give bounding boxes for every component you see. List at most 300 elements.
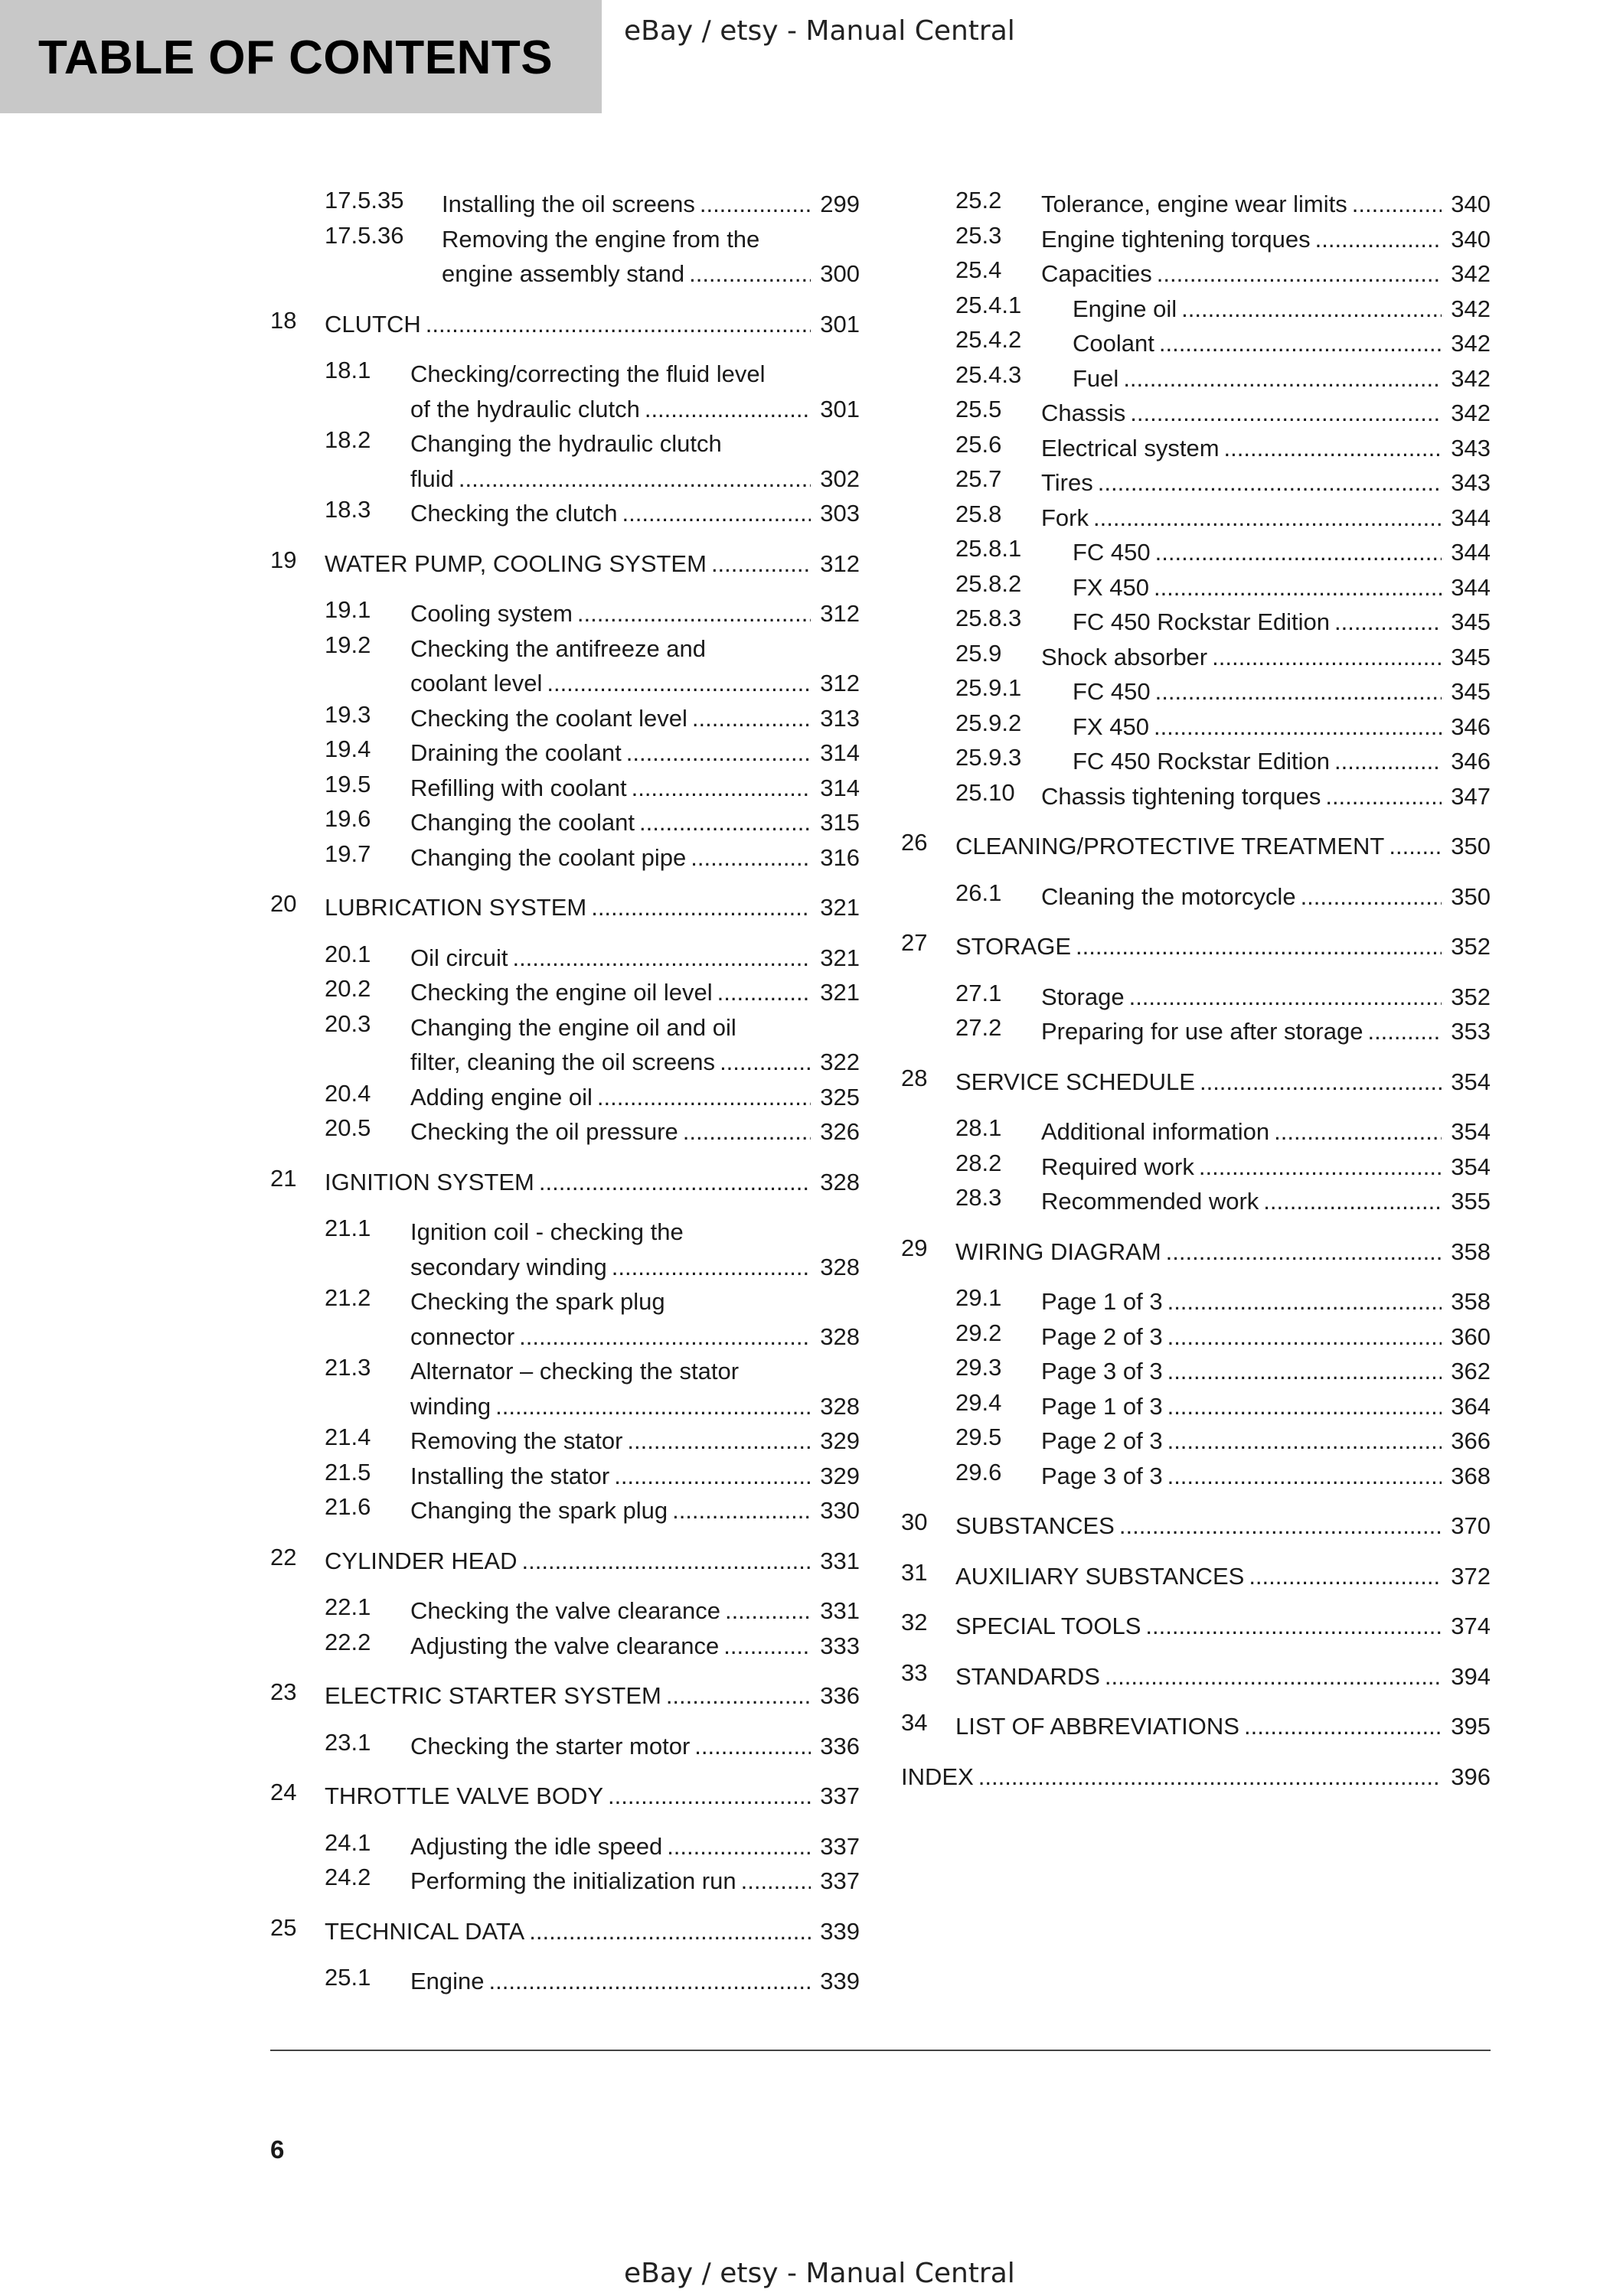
toc-entry-title: Engine — [410, 1968, 485, 1994]
toc-entry[interactable] — [901, 980, 1491, 1015]
toc-entry-title: Recommended work — [1041, 1188, 1259, 1215]
toc-entry-number: 19.7 — [325, 840, 371, 867]
toc-entry-title: fluid — [410, 465, 454, 492]
toc-entry-number: 28.1 — [955, 1114, 1002, 1141]
toc-entry-number: 29.6 — [955, 1458, 1002, 1486]
toc-entry-title: Chassis — [1041, 400, 1126, 426]
toc-entry[interactable] — [901, 396, 1491, 431]
toc-entry[interactable] — [901, 187, 1491, 222]
toc-entry-title: Fork — [1041, 504, 1089, 531]
toc-entry-title: Checking the spark plug — [410, 1288, 665, 1315]
toc-entry-title: Oil circuit — [410, 944, 508, 971]
toc-entry[interactable] — [270, 1593, 860, 1629]
toc-entry[interactable] — [270, 805, 860, 840]
dot-leader — [512, 941, 811, 976]
toc-entry-number: 18.1 — [325, 357, 371, 383]
toc-entry-title: FC 450 — [1073, 678, 1151, 705]
toc-entry-title: Refilling with coolant — [410, 774, 627, 801]
toc-entry[interactable] — [270, 701, 860, 736]
toc-entry-number: 17.5.35 — [325, 187, 404, 214]
toc-entry[interactable] — [270, 1010, 860, 1080]
dot-leader — [1155, 674, 1442, 709]
toc-entry-page: 366 — [1451, 1427, 1491, 1454]
toc-entry[interactable] — [270, 1354, 860, 1424]
dot-leader — [1154, 570, 1442, 605]
toc-entry[interactable] — [901, 256, 1491, 292]
toc-entry[interactable] — [270, 890, 860, 925]
toc-entry-page: 342 — [1451, 260, 1491, 287]
toc-entry-page: 321 — [820, 894, 860, 921]
toc-entry-page: 337 — [820, 1867, 860, 1894]
dot-leader — [1166, 1234, 1442, 1270]
toc-entry-number: 28.3 — [955, 1184, 1002, 1211]
dot-leader — [1129, 980, 1442, 1015]
toc-entry-page: 372 — [1451, 1562, 1491, 1590]
toc-entry[interactable] — [901, 1114, 1491, 1150]
toc-entry-title: Page 1 of 3 — [1041, 1288, 1163, 1315]
toc-entry-title: THROTTLE VALVE BODY — [325, 1782, 604, 1809]
dot-leader — [1212, 640, 1442, 675]
dot-leader — [1167, 1459, 1442, 1494]
toc-entry-title: Required work — [1041, 1153, 1194, 1180]
toc-entry-page: 344 — [1451, 539, 1491, 566]
toc-entry[interactable] — [901, 570, 1491, 605]
toc-entry-number: 27.1 — [955, 979, 1002, 1006]
dot-leader — [1315, 222, 1442, 257]
toc-entry-page: 352 — [1451, 933, 1491, 960]
toc-entry[interactable] — [270, 426, 860, 496]
toc-entry[interactable] — [901, 744, 1491, 779]
toc-entry-number: 25.9.3 — [955, 744, 1022, 771]
toc-entry-page: 312 — [820, 550, 860, 577]
toc-entry-title: FC 450 Rockstar Edition — [1073, 748, 1330, 775]
toc-entry-page: 370 — [1451, 1512, 1491, 1539]
dot-leader — [1167, 1389, 1442, 1424]
toc-entry-page: 395 — [1451, 1713, 1491, 1740]
toc-entry-title: Performing the initialization run — [410, 1867, 736, 1894]
toc-entry-title: Shock absorber — [1041, 643, 1208, 670]
toc-entry-number: 34 — [901, 1709, 928, 1736]
dot-leader — [622, 496, 811, 531]
dot-leader — [522, 1544, 812, 1579]
toc-entry[interactable] — [270, 1284, 860, 1354]
toc-entry[interactable] — [901, 1559, 1491, 1594]
toc-entry-title: Storage — [1041, 983, 1125, 1010]
toc-entry[interactable] — [901, 1659, 1491, 1694]
toc-entry-title: SERVICE SCHEDULE — [955, 1068, 1195, 1095]
toc-entry[interactable] — [901, 1319, 1491, 1355]
toc-entry-number: 25.9 — [955, 639, 1002, 667]
toc-entry[interactable] — [901, 501, 1491, 536]
toc-entry-title: Changing the engine oil and oil — [410, 1013, 736, 1041]
toc-entry-number: 25.9.1 — [955, 674, 1022, 701]
toc-entry[interactable] — [901, 1234, 1491, 1270]
dot-leader — [711, 546, 811, 582]
toc-entry-page: 331 — [820, 1597, 860, 1624]
toc-entry-title: Page 3 of 3 — [1041, 1462, 1163, 1489]
toc-entry-title: Checking the coolant level — [410, 704, 687, 732]
toc-entry[interactable] — [901, 1065, 1491, 1100]
toc-entry[interactable] — [901, 292, 1491, 327]
toc-entry[interactable] — [270, 1678, 860, 1714]
toc-entry[interactable] — [901, 879, 1491, 915]
dot-leader — [723, 1629, 811, 1664]
dot-leader — [459, 461, 811, 497]
toc-entry-title: WIRING DIAGRAM — [955, 1238, 1161, 1265]
toc-entry-page: 333 — [820, 1632, 860, 1659]
toc-entry-page: 346 — [1451, 748, 1491, 775]
dot-leader — [1352, 187, 1442, 222]
toc-entry-number: 22.1 — [325, 1593, 371, 1620]
toc-entry[interactable] — [901, 1508, 1491, 1544]
dot-leader — [667, 1829, 811, 1864]
toc-entry[interactable] — [270, 496, 860, 531]
header-banner — [0, 0, 602, 113]
dot-leader — [1076, 929, 1442, 964]
toc-entry[interactable] — [901, 1459, 1491, 1494]
toc-entry[interactable] — [270, 1779, 860, 1814]
toc-entry[interactable] — [270, 1424, 860, 1459]
dot-leader — [1367, 1014, 1442, 1049]
dot-leader — [689, 256, 811, 292]
dot-leader — [577, 596, 811, 631]
toc-entry[interactable] — [901, 465, 1491, 501]
toc-entry-title: Cooling system — [410, 600, 573, 627]
dot-leader — [1200, 1065, 1442, 1100]
toc-entry-title: Installing the stator — [410, 1462, 610, 1489]
toc-entry-number: 25.9.2 — [955, 709, 1022, 736]
toc-entry-page: 321 — [820, 979, 860, 1006]
toc-entry-title: of the hydraulic clutch — [410, 395, 640, 422]
toc-entry-title: Ignition coil - checking the — [410, 1218, 684, 1245]
toc-entry-title: Adjusting the valve clearance — [410, 1632, 720, 1659]
toc-entry-number: 26 — [901, 829, 928, 856]
toc-entry-number: 18.3 — [325, 496, 371, 523]
toc-entry-title: LUBRICATION SYSTEM — [325, 894, 587, 921]
toc-entry-number: 25.10 — [955, 778, 1015, 806]
dot-leader — [720, 1045, 811, 1080]
toc-entry[interactable] — [270, 1729, 860, 1764]
dot-leader — [1167, 1354, 1442, 1389]
toc-entry-page: 364 — [1451, 1392, 1491, 1420]
toc-entry[interactable] — [901, 1150, 1491, 1185]
toc-entry[interactable] — [901, 361, 1491, 396]
toc-entry-page: 354 — [1451, 1153, 1491, 1180]
toc-entry-number: 22 — [270, 1543, 297, 1570]
dot-leader — [1249, 1559, 1442, 1594]
toc-entry-title: Alternator – checking the stator — [410, 1358, 740, 1384]
dot-leader — [672, 1493, 811, 1528]
dot-leader — [612, 1250, 811, 1285]
toc-entry[interactable] — [901, 535, 1491, 570]
toc-entry-title: Adjusting the idle speed — [410, 1832, 663, 1860]
toc-entry[interactable] — [270, 1544, 860, 1579]
toc-entry-title: secondary winding — [410, 1253, 607, 1280]
toc-entry-page: 330 — [820, 1497, 860, 1524]
toc-entry-number: 25.4.2 — [955, 326, 1022, 353]
toc-entry-page: 312 — [820, 670, 860, 696]
toc-entry[interactable] — [270, 307, 860, 342]
toc-entry-title: Coolant — [1073, 330, 1154, 357]
toc-entry-number: 25.1 — [325, 1964, 371, 1991]
toc-entry[interactable] — [901, 431, 1491, 466]
dot-leader — [725, 1593, 811, 1629]
toc-entry[interactable] — [270, 975, 860, 1010]
toc-entry-title: Installing the oil screens — [442, 191, 695, 217]
toc-entry-title: SPECIAL TOOLS — [955, 1613, 1141, 1639]
toc-entry-page: 345 — [1451, 678, 1491, 705]
toc-entry[interactable] — [270, 1114, 860, 1150]
toc-entry[interactable] — [901, 1184, 1491, 1219]
watermark-bottom: eBay / etsy - Manual Central — [624, 2258, 1015, 2289]
dot-leader — [1105, 1659, 1442, 1694]
toc-entry-number: 21.4 — [325, 1424, 371, 1450]
toc-entry[interactable] — [901, 605, 1491, 640]
toc-entry[interactable] — [270, 1629, 860, 1664]
toc-entry[interactable] — [270, 1080, 860, 1115]
dot-leader — [1167, 1319, 1442, 1355]
toc-entry[interactable] — [270, 840, 860, 876]
toc-entry-page: 301 — [820, 395, 860, 422]
toc-entry-title: Tires — [1041, 469, 1093, 496]
toc-entry-number: 19.1 — [325, 596, 371, 623]
toc-entry-number: 25.4.1 — [955, 291, 1022, 318]
toc-entry-number: 23 — [270, 1678, 297, 1705]
toc-entry-title: Checking the clutch — [410, 500, 618, 527]
toc-entry[interactable] — [901, 829, 1491, 864]
toc-entry-number: 20.4 — [325, 1079, 371, 1107]
toc-entry[interactable] — [270, 187, 860, 222]
watermark-top: eBay / etsy - Manual Central — [624, 15, 1015, 47]
toc-entry-page: 354 — [1451, 1068, 1491, 1095]
dot-leader — [1123, 361, 1442, 396]
toc-entry-number: 29.4 — [955, 1388, 1002, 1416]
toc-entry-page: 374 — [1451, 1613, 1491, 1639]
dot-leader — [1154, 709, 1442, 745]
toc-entry[interactable] — [270, 1864, 860, 1899]
toc-entry-page: 344 — [1451, 504, 1491, 531]
toc-entry-title: CLUTCH — [325, 310, 421, 338]
toc-entry-page: 340 — [1451, 225, 1491, 253]
toc-entry-number: 29 — [901, 1234, 928, 1261]
toc-entry-title: Adding engine oil — [410, 1083, 593, 1110]
toc-entry[interactable] — [270, 1165, 860, 1200]
toc-entry-page: 314 — [820, 774, 860, 801]
toc-entry-title: Additional information — [1041, 1118, 1270, 1145]
dot-leader — [1155, 535, 1442, 570]
toc-entry[interactable] — [270, 1215, 860, 1284]
toc-entry-title: FC 450 Rockstar Edition — [1073, 608, 1330, 635]
toc-entry[interactable] — [901, 1284, 1491, 1319]
toc-entry[interactable] — [270, 222, 860, 292]
toc-entry[interactable] — [270, 1459, 860, 1494]
toc-entry-number: 18 — [270, 306, 297, 334]
toc-entry[interactable] — [270, 357, 860, 426]
toc-entry-title: Electrical system — [1041, 434, 1220, 461]
toc-entry-title: Checking the starter motor — [410, 1732, 691, 1760]
dot-leader — [1130, 396, 1442, 431]
toc-entry-number: 29.1 — [955, 1284, 1002, 1311]
toc-entry[interactable] — [901, 929, 1491, 964]
toc-entry-number: 19.4 — [325, 735, 371, 762]
toc-entry-number: 26.1 — [955, 879, 1002, 906]
toc-entry[interactable] — [270, 1829, 860, 1864]
toc-entry[interactable] — [270, 771, 860, 806]
toc-entry-number: 18.2 — [325, 426, 371, 453]
dot-leader — [529, 1914, 811, 1949]
toc-entry-title: ELECTRIC STARTER SYSTEM — [325, 1682, 661, 1709]
toc-entry-title: Checking the oil pressure — [410, 1118, 678, 1145]
dot-leader — [1119, 1508, 1442, 1544]
dot-leader — [666, 1678, 811, 1714]
dot-leader — [495, 1389, 811, 1424]
toc-entry-title: INDEX — [901, 1763, 974, 1790]
toc-entry-page: 316 — [820, 843, 860, 871]
toc-entry-page: 358 — [1451, 1238, 1491, 1265]
toc-entry-title: FC 450 — [1073, 539, 1151, 566]
toc-entry-title: LIST OF ABBREVIATIONS — [955, 1713, 1239, 1740]
dot-leader — [1159, 326, 1442, 361]
toc-entry[interactable] — [901, 709, 1491, 745]
toc-entry-page: 354 — [1451, 1118, 1491, 1145]
toc-entry-number: 21.3 — [325, 1354, 371, 1381]
toc-entry-title: WATER PUMP, COOLING SYSTEM — [325, 550, 707, 577]
dot-leader — [608, 1779, 811, 1814]
toc-entry-title: coolant level — [410, 670, 543, 696]
toc-entry-number: 19.6 — [325, 805, 371, 832]
toc-entry-page: 355 — [1451, 1188, 1491, 1215]
toc-entry-page: 300 — [820, 260, 860, 287]
toc-entry[interactable] — [901, 1354, 1491, 1389]
toc-entry-number: 29.3 — [955, 1354, 1002, 1381]
dot-leader — [489, 1964, 811, 1999]
toc-entry-title: FX 450 — [1073, 713, 1149, 740]
toc-entry[interactable] — [270, 735, 860, 771]
toc-entry-title: winding — [410, 1392, 491, 1420]
toc-entry[interactable] — [270, 1964, 860, 1999]
toc-entry-title: IGNITION SYSTEM — [325, 1168, 534, 1195]
toc-entry-page: 343 — [1451, 469, 1491, 496]
toc-entry-page: 312 — [820, 600, 860, 627]
toc-entry-page: 328 — [820, 1322, 860, 1350]
dot-leader — [1145, 1609, 1442, 1644]
toc-entry-page: 350 — [1451, 882, 1491, 910]
toc-entry-page: 315 — [820, 809, 860, 836]
dot-leader — [1224, 431, 1442, 466]
dot-leader — [645, 392, 811, 427]
toc-entry[interactable] — [901, 674, 1491, 709]
toc-entry-page: 353 — [1451, 1018, 1491, 1045]
toc-entry-number: 21.2 — [325, 1284, 371, 1311]
dot-leader — [1325, 779, 1442, 814]
toc-entry-number: 28 — [901, 1064, 928, 1091]
toc-entry[interactable] — [270, 1914, 860, 1949]
dot-leader — [547, 666, 811, 701]
toc-entry-title: Changing the coolant pipe — [410, 843, 687, 871]
toc-entry-number: 27 — [901, 929, 928, 956]
toc-entry-number: 29.5 — [955, 1424, 1002, 1450]
toc-entry-number: 25.4.3 — [955, 360, 1022, 388]
toc-entry-title: Checking/correcting the fluid level — [410, 360, 766, 387]
toc-entry[interactable] — [270, 1493, 860, 1528]
toc-entry-number: 25.2 — [955, 187, 1002, 214]
toc-entry-page: 328 — [820, 1168, 860, 1195]
toc-entry-page: 329 — [820, 1462, 860, 1489]
toc-entry-number: 25.8.1 — [955, 535, 1022, 562]
toc-entry-number: 21 — [270, 1164, 297, 1192]
toc-entry-number: 20.5 — [325, 1114, 371, 1141]
toc-entry-title: connector — [410, 1322, 515, 1350]
toc-entry[interactable] — [270, 546, 860, 582]
toc-entry-title: engine assembly stand — [442, 260, 685, 287]
page-number: 6 — [270, 2135, 285, 2164]
toc-entry-title: Page 2 of 3 — [1041, 1427, 1163, 1454]
toc-entry-page: 342 — [1451, 295, 1491, 322]
dot-leader — [1389, 829, 1442, 864]
toc-entry[interactable] — [901, 326, 1491, 361]
toc-entry-page: 328 — [820, 1253, 860, 1280]
toc-entry[interactable] — [901, 222, 1491, 257]
toc-entry-number: 25 — [270, 1913, 297, 1941]
toc-entry[interactable] — [901, 1389, 1491, 1424]
toc-entry[interactable] — [901, 1760, 1491, 1795]
toc-entry[interactable] — [901, 779, 1491, 814]
toc-entry-page: 325 — [820, 1083, 860, 1110]
dot-leader — [639, 805, 811, 840]
dot-leader — [683, 1114, 811, 1150]
dot-leader — [597, 1080, 811, 1115]
toc-entry-number: 20.1 — [325, 940, 371, 967]
toc-entry-number: 24.2 — [325, 1864, 371, 1890]
toc-entry-page: 340 — [1451, 191, 1491, 217]
toc-entry[interactable] — [270, 941, 860, 976]
toc-entry-number: 17.5.36 — [325, 221, 404, 249]
footer-divider — [270, 2050, 1491, 2051]
toc-entry-number: 19 — [270, 546, 297, 573]
dot-leader — [1098, 465, 1442, 501]
dot-leader — [694, 1729, 811, 1764]
toc-entry[interactable] — [901, 1424, 1491, 1459]
toc-entry-number: 21.1 — [325, 1215, 371, 1241]
dot-leader — [978, 1760, 1442, 1795]
toc-entry[interactable] — [901, 1609, 1491, 1644]
toc-entry-number: 23.1 — [325, 1728, 371, 1756]
toc-entry-page: 394 — [1451, 1662, 1491, 1690]
toc-entry-title: Checking the valve clearance — [410, 1597, 720, 1624]
toc-entry-number: 33 — [901, 1658, 928, 1686]
toc-entry-page: 339 — [820, 1968, 860, 1994]
toc-entry[interactable] — [270, 631, 860, 701]
toc-entry[interactable] — [901, 640, 1491, 675]
toc-entry-title: Engine tightening torques — [1041, 225, 1311, 253]
toc-right-column — [901, 187, 1491, 1794]
toc-entry-title: AUXILIARY SUBSTANCES — [955, 1562, 1245, 1590]
dot-leader — [717, 975, 811, 1010]
toc-entry-number: 25.8.3 — [955, 605, 1022, 631]
toc-entry-number: 19.3 — [325, 700, 371, 728]
toc-entry[interactable] — [270, 596, 860, 631]
dot-leader — [1199, 1150, 1442, 1185]
toc-entry-number: 24 — [270, 1779, 297, 1805]
toc-entry-title: Draining the coolant — [410, 739, 622, 766]
toc-entry[interactable] — [901, 1709, 1491, 1744]
toc-entry-page: 343 — [1451, 434, 1491, 461]
toc-entry[interactable] — [901, 1014, 1491, 1049]
page-title: TABLE OF CONTENTS — [38, 31, 554, 84]
toc-entry-number: 31 — [901, 1558, 928, 1586]
toc-entry-page: 302 — [820, 465, 860, 492]
toc-entry-page: 329 — [820, 1427, 860, 1454]
